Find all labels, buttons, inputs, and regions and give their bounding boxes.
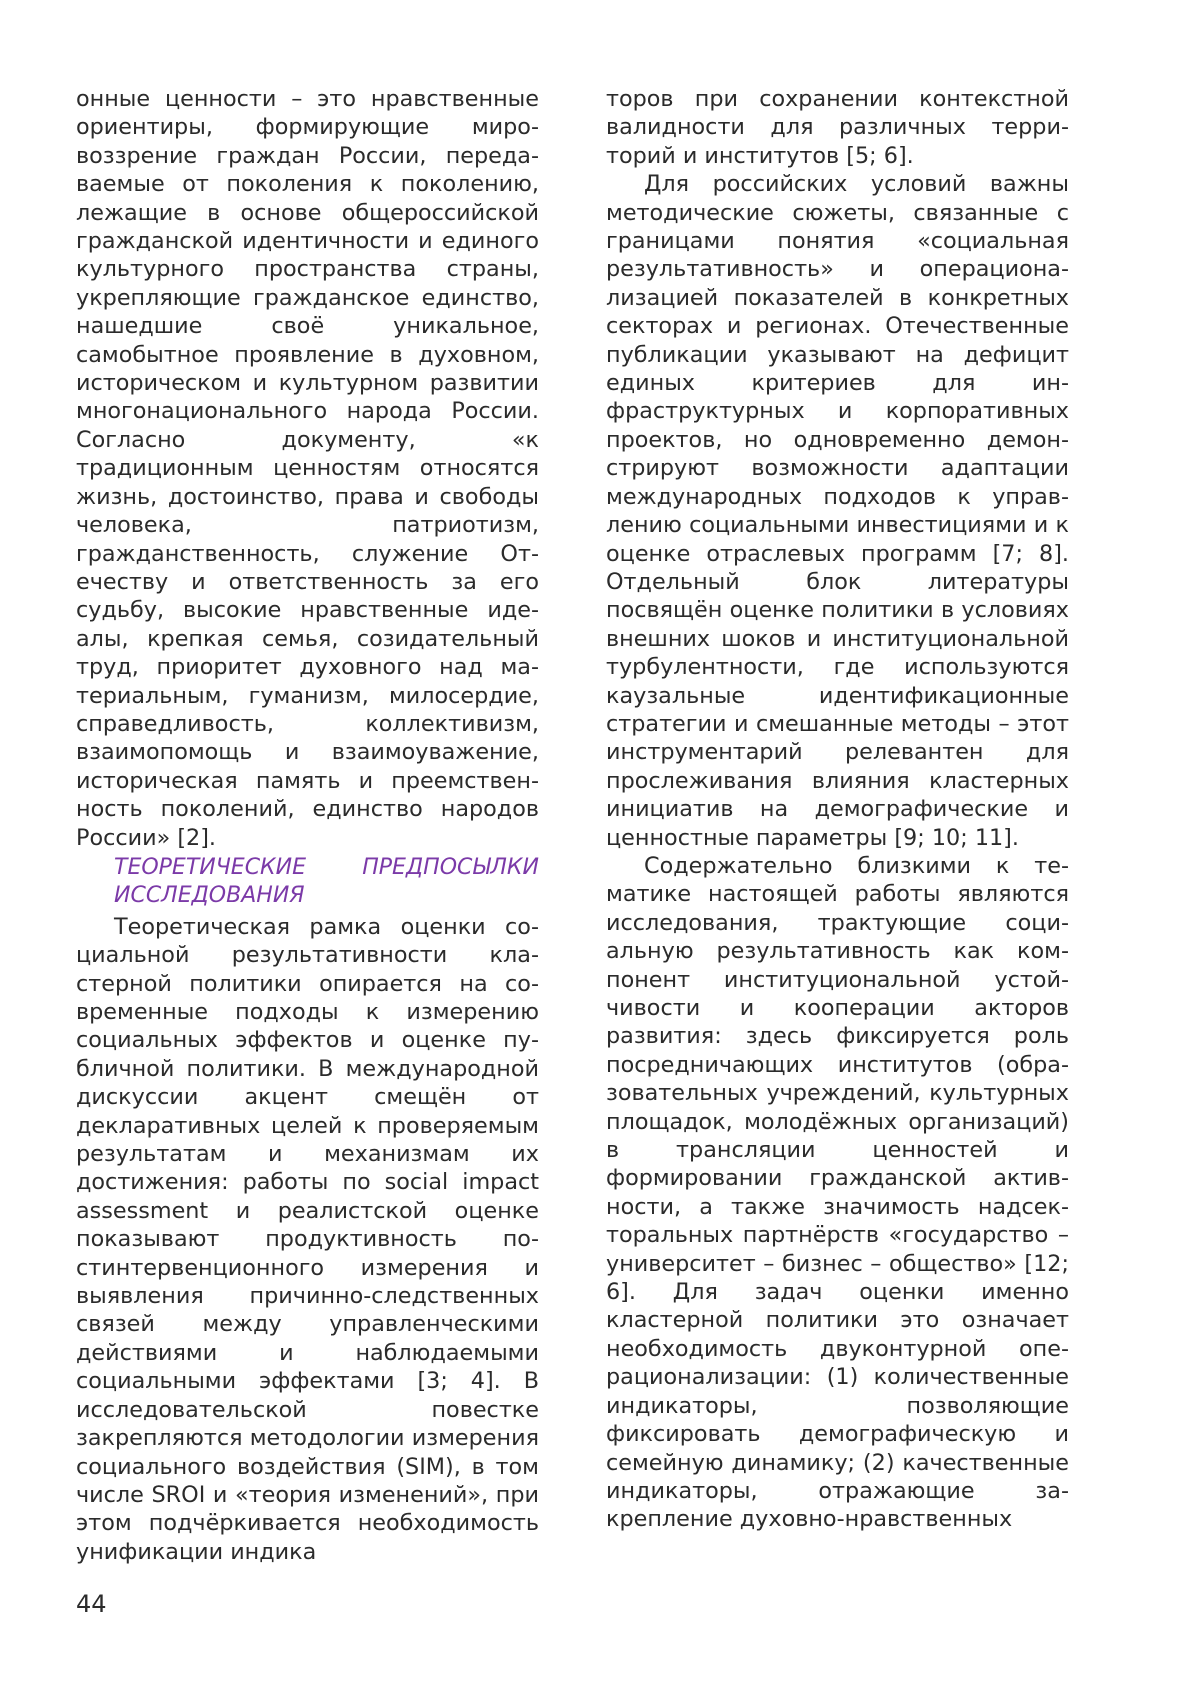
- left-column: [76, 85, 539, 1566]
- section-heading: ТЕОРЕТИЧЕСКИЕ ПРЕДПОСЫЛКИ ИССЛЕДОВАНИЯ: [114, 854, 539, 909]
- right-column: [606, 85, 1069, 1534]
- left-paragraph-2: Теоретическая рамка оценки социальной результативности кластерной политики опирается на современные подходы к измерению социальных эффектов и оценке публичной политики. В международной дискуссии акцент смещён от декларативных целей к проверяемым результатам и механизмам их достижения: работы по social impact assessment и реалистской оценке показывают продуктивность постинтервенционного измерения и выявления причинно-следственных связей между управленческими действиями и наблюдаемыми социальными эффектами [3; 4]. В исследовательской повестке закрепляются методологии измерения социального воздействия (SIM), в том числе SROI и «теория изменений», при этом подчёркивается необходимость унификации индика: [76, 913, 539, 1565]
- page-number: 44: [76, 1590, 107, 1618]
- right-paragraph-3: Содержательно близкими к тематике настоящей работы являются исследования, трактующие социальную результативность как компонент институциональной устойчивости и кооперации акторов развития: здесь фиксируется роль посредничающих институтов (образовательных учреждений, культурных площадок, молодёжных организаций) в трансляции ценностей и формировании гражданской активности, а также значимость надсекторальных партнёрств «государство – университет – бизнес – общество» [12; 6]. Для задач оценки именно кластерной политики это означает необходимость двуконтурной операционализации: (1) количественные индикаторы, позволяющие фиксировать демографическую и семейную динамику; (2) качественные индикаторы, отражающие закрепление духовно-нравственных: [606, 852, 1069, 1533]
- left-paragraph-1: онные ценности – это нравственные ориентиры, формирующие мировоззрение граждан России, передаваемые от поколения к поколению, лежащие в основе общероссийской гражданской идентичности и единого культурного пространства страны, укрепляющие гражданское единство, нашедшие своё уникальное, самобытное проявление в духовном, историческом и культурном развитии многонационального народа России. Согласно документу, «к традиционным ценностям относятся жизнь, достоинство, права и свободы человека, патриотизм, гражданственность, служение Отечеству и ответственность за его судьбу, высокие нравственные идеалы, крепкая семья, созидательный труд, приоритет духовного над материальным, гуманизм, милосердие, справедливость, коллективизм, взаимопомощь и взаимоуважение, историческая память и преемственность поколений, единство народов России» [2].: [76, 86, 539, 851]
- right-paragraph-2: Для российских условий важны методические сюжеты, связанные с границами понятия «социальная результативность» и операционализацией показателей в конкретных секторах и регионах. Отечественные публикации указывают на дефицит единых критериев для инфраструктурных и корпоративных проектов, но одновременно демонстрируют возможности адаптации международных подходов к управлению социальными инвестициями и к оценке отраслевых программ [7; 8]. Отдельный блок литературы посвящён оценке политики в условиях внешних шоков и институциональной турбулентности, где используются каузальные идентификационные стратегии и смешанные методы – этот инструментарий релевантен для прослеживания влияния кластерных инициатив на демографические и ценностные параметры [9; 10; 11].: [606, 171, 1069, 851]
- right-paragraph-1: торов при сохранении контекстной валидности для различных территорий и институтов [5; 6].: [606, 86, 1069, 169]
